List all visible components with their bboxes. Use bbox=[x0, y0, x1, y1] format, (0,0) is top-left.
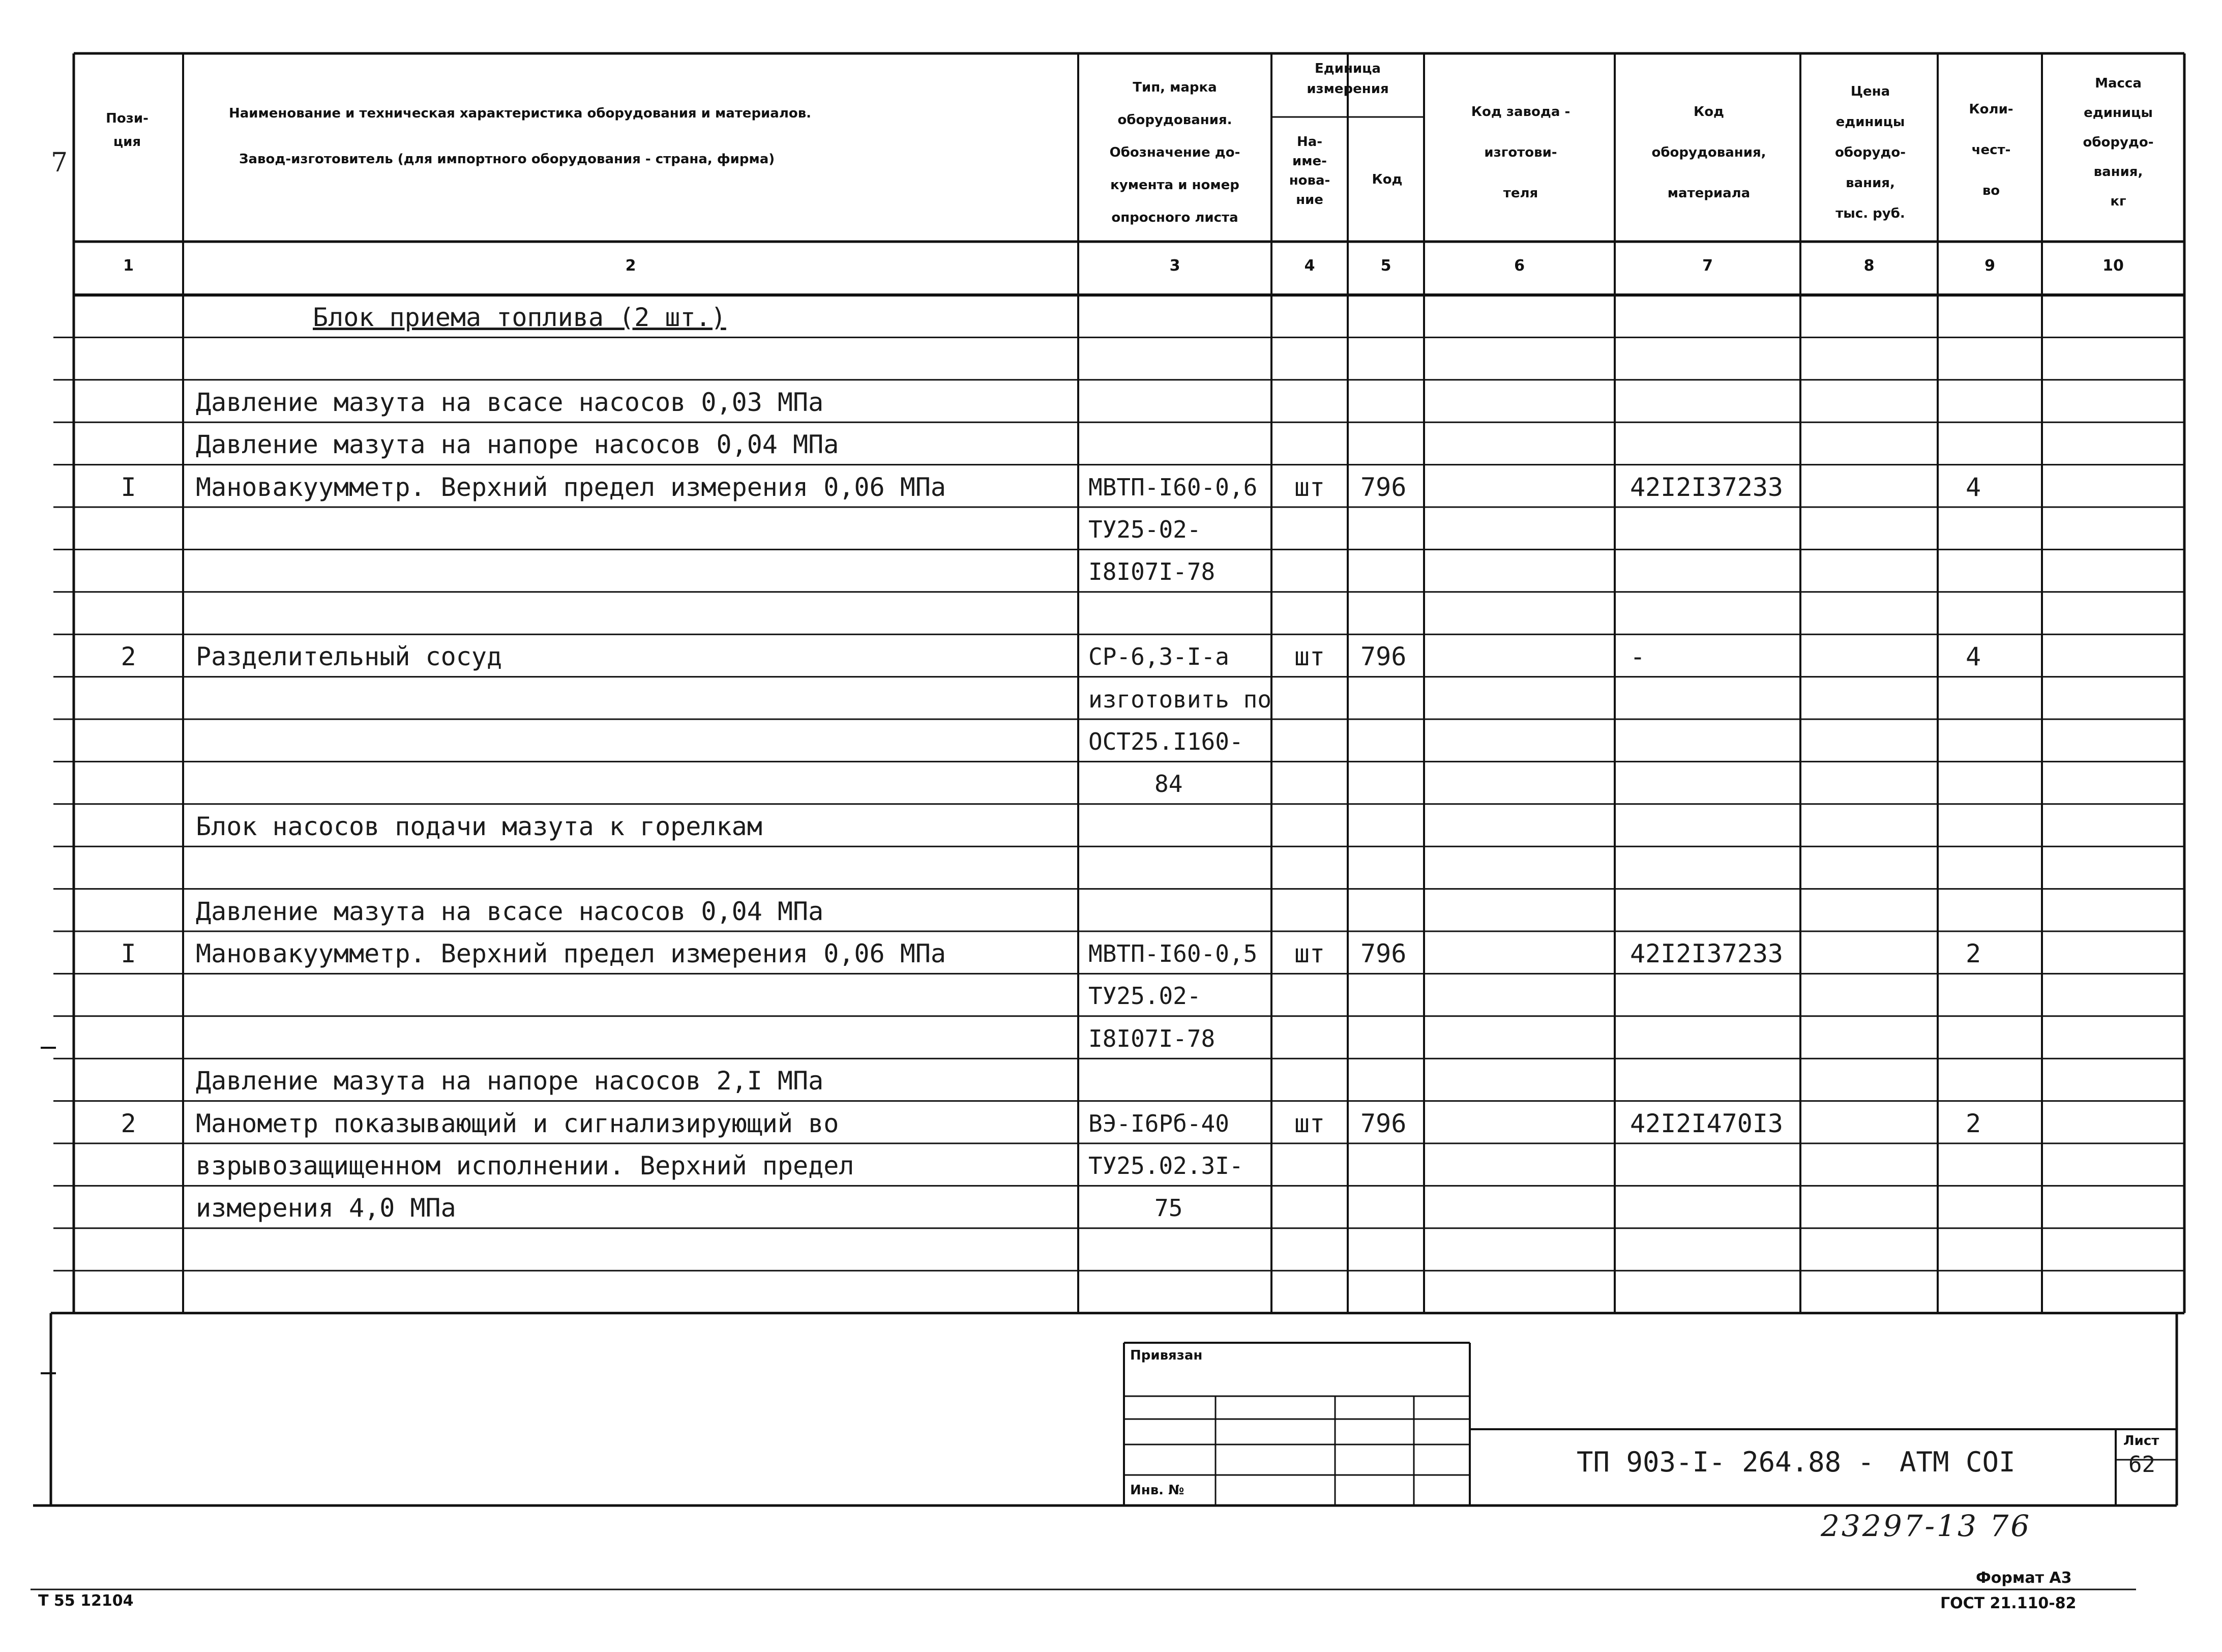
cell-equip: 42I2I37233 bbox=[1630, 939, 1784, 968]
cell-name: взрывозащищенном исполнении. Верхний предел bbox=[196, 1151, 854, 1181]
cell-qty: 4 bbox=[1966, 642, 1981, 672]
cell-qty: 2 bbox=[1966, 1108, 1981, 1138]
header-name-line1: Наименование и техническая характеристика оборудования и материалов. bbox=[229, 106, 812, 121]
stamp-inv-no: Инв. № bbox=[1130, 1483, 1184, 1498]
cell-type: ВЭ-I6Рб-40 bbox=[1088, 1109, 1229, 1137]
cell-qty: 4 bbox=[1966, 472, 1981, 502]
cell-type: ТУ25.02.3I- bbox=[1088, 1152, 1243, 1179]
cell-name: Разделительный сосуд bbox=[196, 642, 502, 672]
cell-name: измерения 4,0 МПа bbox=[196, 1193, 456, 1223]
column-number-4: 4 bbox=[1304, 257, 1315, 275]
column-number-1: 1 bbox=[123, 257, 134, 275]
margin-mark: 7 bbox=[51, 148, 68, 178]
header-price: Цена единицы оборудо- вания, тыс. руб. bbox=[1834, 84, 1906, 221]
cell-type: СР-6,3-I-а bbox=[1088, 643, 1229, 671]
format-label: Формат А3 bbox=[1976, 1569, 2072, 1587]
cell-name: Мановакуумметр. Верхний предел измерения 0,06 МПа bbox=[196, 939, 946, 968]
cell-type: ОСТ25.I160- bbox=[1088, 728, 1243, 755]
handwritten-number: 23297-13 76 bbox=[1821, 1509, 2032, 1543]
cell-equip: 42I2I470I3 bbox=[1630, 1108, 1784, 1138]
column-number-5: 5 bbox=[1380, 257, 1391, 275]
cell-type: 75 bbox=[1154, 1194, 1183, 1222]
column-number-8: 8 bbox=[1863, 257, 1875, 275]
cell-pos: I bbox=[121, 472, 136, 502]
cell-pos: I bbox=[121, 939, 136, 968]
column-number-3: 3 bbox=[1169, 257, 1180, 275]
stamp-sheet-label: Лист bbox=[2123, 1433, 2159, 1449]
cell-name: Блок приема топлива (2 шт.) bbox=[313, 303, 726, 332]
header-quantity: Коли- чест- во bbox=[1969, 102, 2013, 198]
stamp-designation: ТП 903-I- 264.88 - bbox=[1577, 1446, 1875, 1478]
cell-unit: шт bbox=[1294, 939, 1325, 968]
cell-type: I8I07I-78 bbox=[1088, 558, 1216, 586]
gost-label: ГОСТ 21.110-82 bbox=[1940, 1595, 2077, 1612]
column-number-6: 6 bbox=[1514, 257, 1525, 275]
cell-pos: 2 bbox=[121, 642, 136, 672]
header-equipment-code: Код оборудования, материала bbox=[1651, 104, 1766, 201]
stamp-sheet-number: 62 bbox=[2128, 1452, 2155, 1478]
cell-name: Давление мазута на всасе насосов 0,03 МПа bbox=[196, 387, 824, 417]
column-number-2: 2 bbox=[625, 257, 636, 275]
column-number-9: 9 bbox=[1984, 257, 1995, 275]
print-code: Т 55 12104 bbox=[38, 1592, 134, 1610]
cell-equip: - bbox=[1630, 642, 1646, 672]
cell-unit: шт bbox=[1294, 642, 1325, 672]
cell-type: ТУ25.02- bbox=[1088, 982, 1201, 1010]
header-type: Тип, марка оборудования. Обозначение до- кумента и номер опросного листа bbox=[1109, 80, 1240, 225]
header-unit-group: Единица измерения bbox=[1307, 61, 1389, 97]
cell-code: 796 bbox=[1360, 939, 1407, 968]
cell-type: ТУ25-02- bbox=[1088, 516, 1201, 543]
header-plant-code: Код завода - изготови- теля bbox=[1471, 104, 1571, 201]
header-mass: Масса единицы оборудо- вания, кг bbox=[2083, 76, 2154, 209]
cell-name: Блок насосов подачи мазута к горелкам bbox=[196, 811, 762, 841]
cell-name: Манометр показывающий и сигнализирующий во bbox=[196, 1108, 839, 1138]
column-number-7: 7 bbox=[1702, 257, 1713, 275]
cell-type: 84 bbox=[1154, 770, 1183, 798]
header-unit-code: Код bbox=[1372, 172, 1403, 187]
stamp-section: АТМ СОI bbox=[1900, 1446, 2016, 1478]
header-name-line2: Завод-изготовитель (для импортного оборудования - страна, фирма) bbox=[239, 152, 775, 167]
cell-code: 796 bbox=[1360, 472, 1407, 502]
cell-qty: 2 bbox=[1966, 939, 1981, 968]
cell-name: Мановакуумметр. Верхний предел измерения 0,06 МПа bbox=[196, 472, 946, 502]
cell-type: I8I07I-78 bbox=[1088, 1024, 1216, 1052]
cell-name: Давление мазута на всасе насосов 0,04 МПа bbox=[196, 896, 824, 926]
cell-type: МВТП-I60-0,6 bbox=[1088, 473, 1258, 501]
cell-type: МВТП-I60-0,5 bbox=[1088, 940, 1258, 967]
cell-name: Давление мазута на напоре насосов 0,04 МПа bbox=[196, 430, 839, 460]
header-position: Пози- ция bbox=[106, 111, 149, 150]
column-number-10: 10 bbox=[2102, 257, 2124, 275]
cell-unit: шт bbox=[1294, 472, 1325, 502]
cell-type: изготовить по bbox=[1088, 685, 1271, 713]
cell-name: Давление мазута на напоре насосов 2,I МПа bbox=[196, 1066, 824, 1096]
cell-unit: шт bbox=[1294, 1108, 1325, 1138]
cell-code: 796 bbox=[1360, 642, 1407, 672]
stamp-privyazan: Привязан bbox=[1130, 1348, 1203, 1363]
cell-pos: 2 bbox=[121, 1108, 136, 1138]
header-unit-name: На- име- нова- ние bbox=[1289, 134, 1330, 208]
cell-code: 796 bbox=[1360, 1108, 1407, 1138]
cell-equip: 42I2I37233 bbox=[1630, 472, 1784, 502]
